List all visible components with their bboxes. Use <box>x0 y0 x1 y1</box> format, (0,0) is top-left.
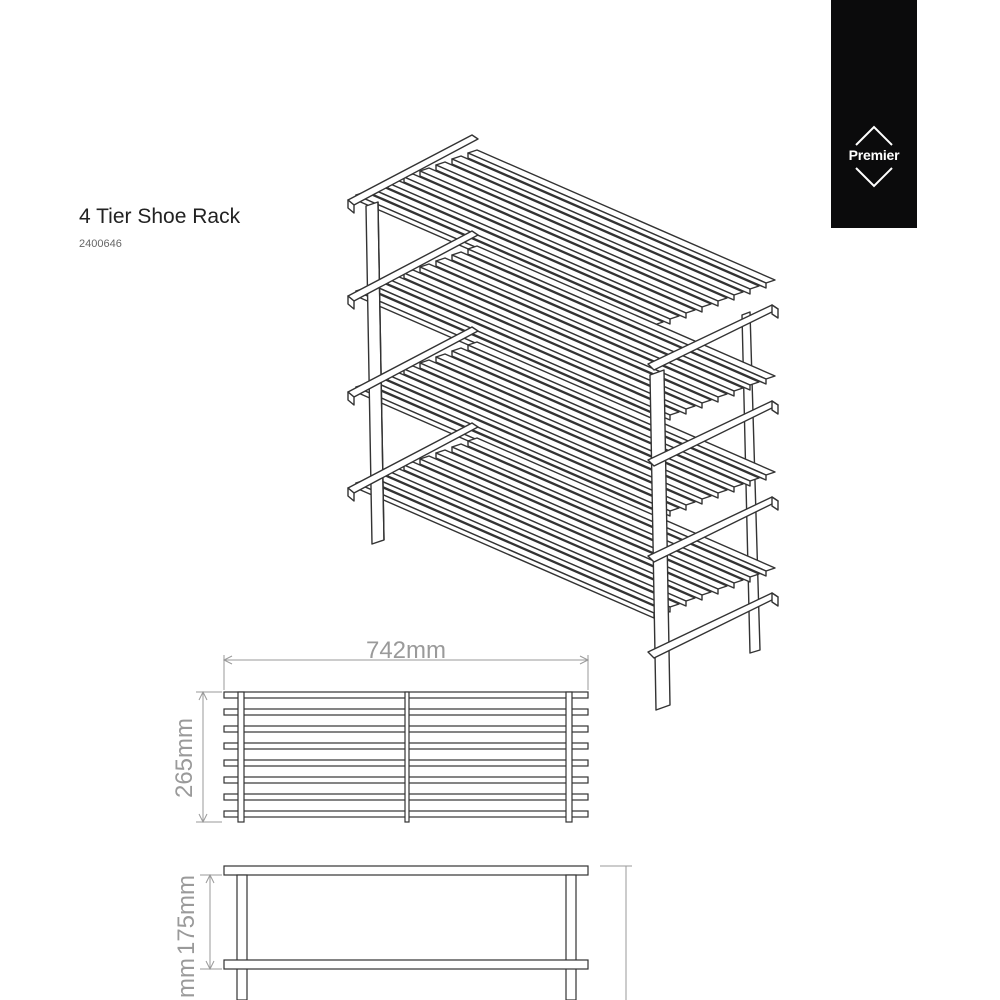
right-rail-end <box>772 305 778 318</box>
product-title: 4 Tier Shoe Rack <box>79 205 241 228</box>
front-view-shelf-top <box>224 866 588 875</box>
front-right-leg <box>650 370 670 710</box>
front-view <box>200 866 632 1000</box>
shelf-slats <box>356 150 775 618</box>
front-view-left-leg <box>237 875 247 1000</box>
right-rail-end <box>772 593 778 606</box>
height-dimension <box>600 866 632 1000</box>
right-rail-end <box>772 497 778 510</box>
tier-spacing-label: 175mm <box>173 874 200 956</box>
right-rail-end <box>772 401 778 414</box>
product-code: 2400646 <box>79 238 122 250</box>
brand-name: Premier <box>848 147 900 163</box>
depth-dimension <box>196 692 222 822</box>
tier-spacing-dimension <box>200 875 222 969</box>
isometric-view <box>348 135 778 710</box>
top-view <box>196 655 588 822</box>
depth-label: 265mm <box>171 717 198 799</box>
front-view-shelf-second <box>224 960 588 969</box>
partial-left-label: mm <box>173 958 200 998</box>
width-label: 742mm <box>365 637 447 664</box>
front-view-right-leg <box>566 875 576 1000</box>
